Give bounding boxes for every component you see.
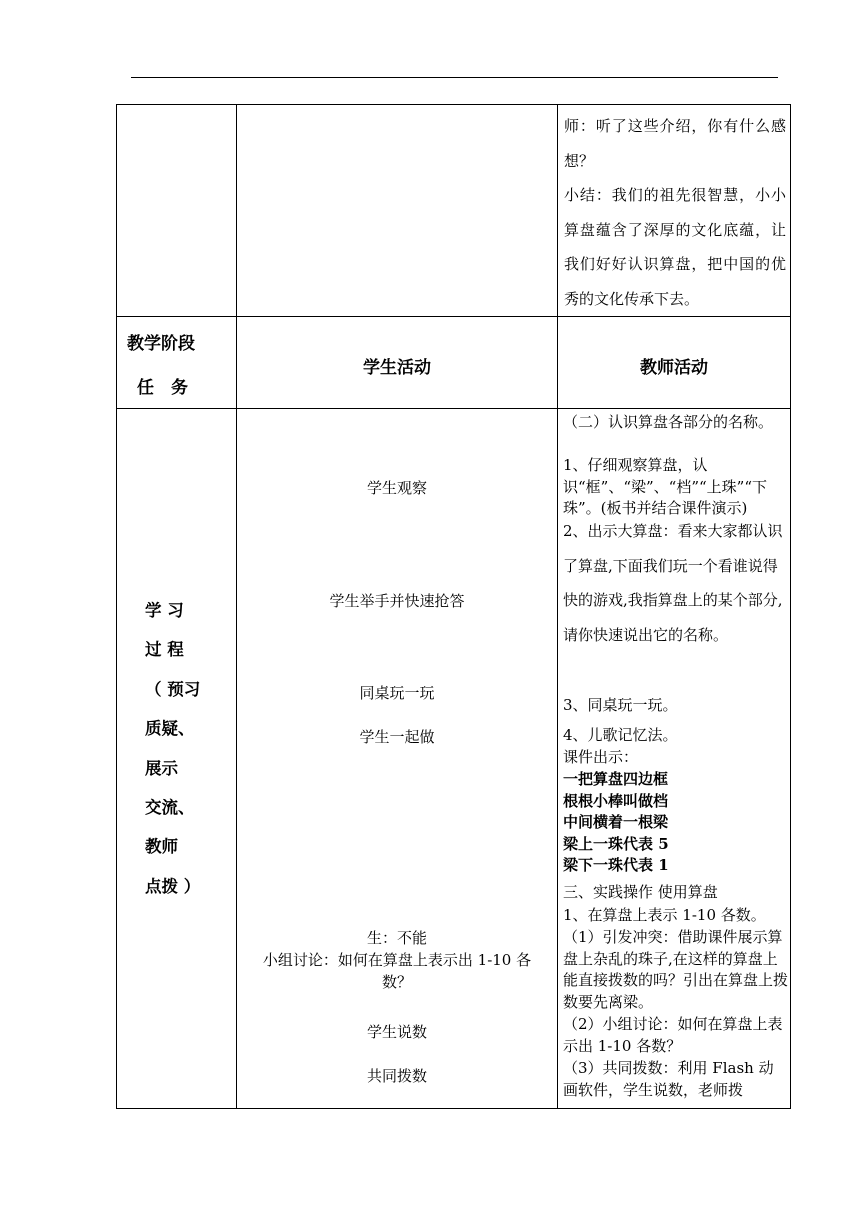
table-row	[117, 105, 791, 317]
abacus-rhyme	[563, 769, 788, 877]
rhyme-line: 梁上一珠代表 5	[563, 834, 669, 853]
student-dial-together: 共同拨数	[366, 1067, 427, 1085]
stage-line: 教师	[145, 837, 178, 857]
student-cannot: 生：不能	[366, 929, 427, 947]
stage-line: 展示	[145, 758, 178, 778]
table-header-row	[117, 317, 791, 409]
stage-line: 过 程	[145, 640, 184, 660]
teacher-part3-conflict: （1）引发冲突：借助课件展示算盘上杂乱的珠子,在这样的算盘上能直接拨数的吗？引出在算盘上拨数要先离梁。	[563, 928, 789, 1011]
teacher-part2-observe: 1、仔细观察算盘，认识“框”、“梁”、“档”“上珠”“下珠”。(板书并结合课件演示)	[563, 456, 768, 517]
teacher-activity-cell	[558, 409, 791, 1109]
stage-cell-empty	[117, 105, 237, 317]
rhyme-line: 梁下一珠代表 1	[563, 856, 669, 874]
teacher-part3-discuss: （2）小组讨论：如何在算盘上表示出 1-10 各数？	[563, 1015, 783, 1055]
teacher-part2-title: （二）认识算盘各部分的名称。	[563, 413, 774, 431]
teacher-part3-dial: （3）共同拨数：利用 Flash 动画软件，学生说数，老师拨	[563, 1059, 774, 1099]
student-header: 学生活动	[363, 358, 431, 378]
teacher-part3-step1: 1、在算盘上表示 1-10 各数。	[563, 906, 766, 924]
stage-line: 点拨 ）	[145, 876, 201, 896]
teacher-part3-title: 三、实践操作 使用算盘	[563, 883, 718, 901]
stage-line: 交流、	[145, 798, 195, 818]
teacher-question: 师：听了这些介绍，你有什么感想？	[564, 117, 786, 170]
teacher-part2-pair: 3、同桌玩一玩。	[563, 696, 678, 714]
lesson-plan-table	[116, 104, 791, 1109]
teacher-summary: 小结：我们的祖先很智慧，小小算盘蕴含了深厚的文化底蕴，让我们好好认识算盘，把中国的优秀的文化传承下去。	[564, 186, 786, 308]
stage-header-line1: 教学阶段	[127, 334, 195, 354]
student-discuss-cont: 数？	[381, 973, 412, 991]
stage-label	[145, 591, 229, 906]
page-header-rule	[131, 77, 778, 78]
rhyme-line: 中间横着一根梁	[563, 813, 669, 831]
rhyme-line: 一把算盘四边框	[563, 770, 669, 788]
student-quick-answer: 学生举手并快速抢答	[329, 592, 465, 610]
teacher-part2-rhyme-method: 4、儿歌记忆法。	[563, 726, 678, 744]
student-cell-empty	[237, 105, 558, 317]
student-play: 同桌玩一玩	[359, 684, 435, 702]
teacher-cell-intro	[558, 105, 791, 317]
student-observe: 学生观察	[366, 479, 427, 497]
student-say-numbers: 学生说数	[366, 1023, 427, 1041]
teacher-courseware: 课件出示：	[563, 748, 639, 766]
teacher-header-cell	[558, 317, 791, 409]
teacher-header: 教师活动	[640, 358, 708, 378]
table-row	[117, 409, 791, 1109]
stage-header-line2: 任 务	[137, 378, 188, 398]
student-do-together: 学生一起做	[359, 728, 435, 746]
student-discuss: 小组讨论：如何在算盘上表示出 1-10 各	[262, 951, 532, 969]
stage-line: （ 预习	[145, 679, 201, 699]
rhyme-line: 根根小棒叫做档	[563, 791, 669, 810]
student-header-cell	[237, 317, 558, 409]
teacher-part2-game: 2、出示大算盘：看来大家都认识了算盘,下面我们玩一个看谁说得快的游戏,我指算盘上的某个部分,请你快速说出它的名称。	[563, 522, 783, 644]
stage-line: 学 习	[145, 601, 184, 620]
stage-header-cell	[117, 317, 237, 409]
student-activity-cell	[237, 409, 558, 1109]
stage-line: 质疑、	[145, 719, 195, 739]
stage-cell-process	[117, 409, 237, 1109]
